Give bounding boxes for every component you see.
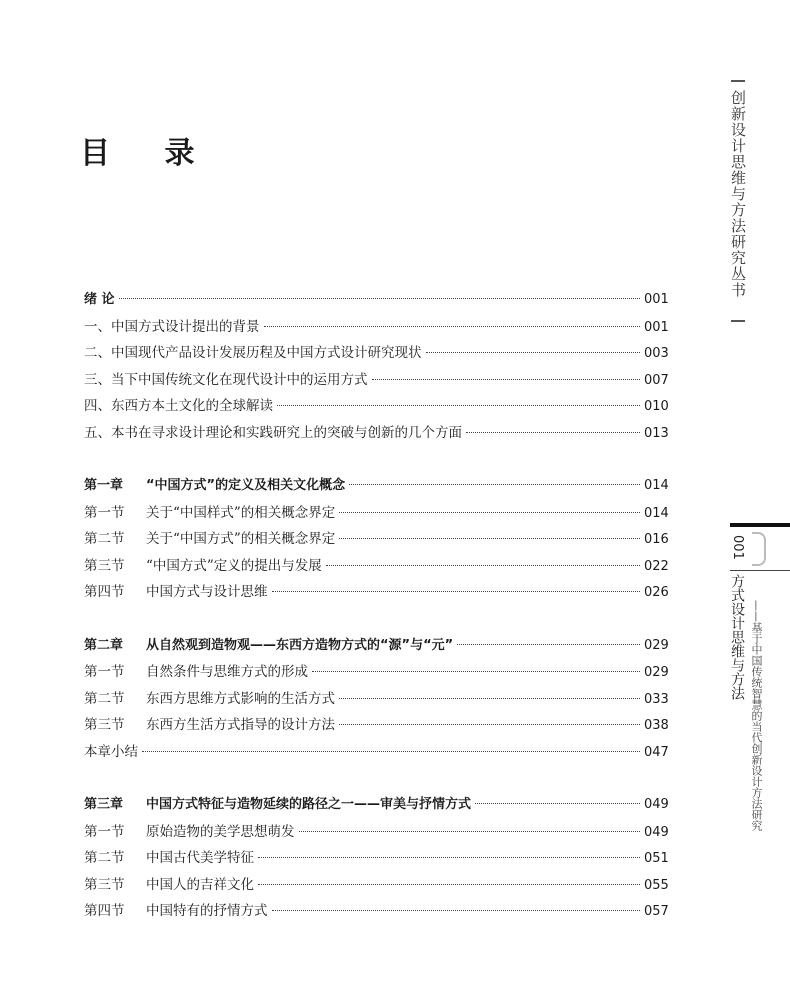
toc-entry[interactable] xyxy=(84,580,669,607)
dot-leader xyxy=(272,591,641,592)
dot-leader xyxy=(272,910,641,911)
toc-entry-title: 中国方式特征与造物延续的路径之一——审美与抒情方式 xyxy=(146,797,472,812)
toc-chapter-entry[interactable] xyxy=(84,793,669,820)
table-of-contents xyxy=(84,288,669,926)
toc-entry-title: 四、东西方本土文化的全球解读 xyxy=(84,398,273,414)
toc-entry[interactable] xyxy=(84,899,669,926)
toc-entry-title: 自然条件与思维方式的形成 xyxy=(146,664,308,680)
toc-page-number: 007 xyxy=(644,372,669,388)
dot-leader xyxy=(312,671,640,672)
toc-entry[interactable] xyxy=(84,687,669,714)
toc-page-number: 013 xyxy=(644,425,669,441)
dot-leader xyxy=(475,803,640,804)
toc-entry[interactable] xyxy=(84,820,669,847)
toc-entry-title: 中国方式与设计思维 xyxy=(146,584,268,600)
toc-entry-prefix: 第二节 xyxy=(84,690,125,707)
toc-entry-prefix: 第一节 xyxy=(84,823,125,840)
toc-page-number: 010 xyxy=(644,399,669,414)
toc-entry[interactable] xyxy=(84,501,669,528)
series-rule-bottom xyxy=(731,320,745,322)
dot-leader xyxy=(339,724,640,725)
toc-entry[interactable] xyxy=(84,660,669,687)
toc-entry-title: 三、当下中国传统文化在现代设计中的运用方式 xyxy=(84,371,368,388)
toc-entry-prefix: 第四节 xyxy=(84,584,125,600)
toc-page-number: 026 xyxy=(644,585,669,600)
page-title: 目 录 xyxy=(80,136,217,171)
toc-chapter-entry[interactable] xyxy=(84,474,669,501)
toc-page-number: 016 xyxy=(644,532,669,547)
toc-entry-title: 中国古代美学特征 xyxy=(146,850,254,866)
toc-entry-prefix: 第三章 xyxy=(84,797,124,812)
toc-page-number: 029 xyxy=(644,665,669,680)
toc-entry-title: 五、本书在寻求设计理论和实践研究上的突破与创新的几个方面 xyxy=(84,424,462,441)
toc-page-number: 001 xyxy=(644,319,669,335)
toc-chapter-entry[interactable] xyxy=(84,288,669,315)
side-book-title: 方式设计思维与方法 xyxy=(729,574,745,700)
toc-entry-title: 二、中国现代产品设计发展历程及中国方式设计研究现状 xyxy=(84,345,422,361)
toc-page-number: 049 xyxy=(644,824,669,840)
book-logo-icon xyxy=(752,532,766,566)
toc-entry[interactable] xyxy=(84,315,669,342)
toc-entry-title: 中国特有的抒情方式 xyxy=(146,903,268,919)
toc-entry[interactable] xyxy=(84,873,669,900)
toc-entry-prefix: 第三节 xyxy=(84,557,125,574)
toc-entry[interactable] xyxy=(84,713,669,740)
toc-page-number: 014 xyxy=(644,505,669,521)
toc-entry-title: 从自然观到造物观——东西方造物方式的“源”与“元” xyxy=(146,637,454,653)
toc-entry-prefix: 第二章 xyxy=(84,637,124,653)
toc-entry-prefix: 第四节 xyxy=(84,903,125,919)
series-title: 创新设计思维与方法研究丛书 xyxy=(729,90,747,298)
dot-leader xyxy=(277,405,640,406)
toc-entry-title: 本章小结 xyxy=(84,743,138,760)
toc-chapter-entry[interactable] xyxy=(84,634,669,661)
dot-leader xyxy=(142,751,640,752)
dot-leader xyxy=(339,698,640,699)
toc-entry-prefix: 第一章 xyxy=(84,478,124,493)
toc-entry-title: 东西方生活方式指导的设计方法 xyxy=(146,717,335,733)
dot-leader xyxy=(339,538,640,539)
toc-page-number: 057 xyxy=(644,904,669,919)
toc-entry-prefix: 第二节 xyxy=(84,531,125,547)
toc-entry-prefix: 第三节 xyxy=(84,876,125,893)
dot-leader xyxy=(339,512,640,513)
dot-leader xyxy=(119,298,640,299)
toc-page-number: 001 xyxy=(644,292,669,307)
toc-entry[interactable] xyxy=(84,368,669,395)
toc-entry[interactable] xyxy=(84,421,669,448)
toc-entry-title: 一、中国方式设计提出的背景 xyxy=(84,318,260,335)
toc-entry-prefix: 第三节 xyxy=(84,717,125,733)
toc-page-number: 051 xyxy=(644,851,669,866)
dot-leader xyxy=(457,644,640,645)
toc-entry-prefix: 绪 论 xyxy=(84,292,115,307)
dot-leader xyxy=(258,857,640,858)
toc-entry-title: 中国人的吉祥文化 xyxy=(146,876,254,893)
toc-entry-prefix: 第一节 xyxy=(84,664,125,680)
toc-page-number: 047 xyxy=(644,744,669,760)
dot-leader xyxy=(426,352,641,353)
toc-entry-prefix: 第一节 xyxy=(84,504,125,521)
toc-entry-title: “中国方式”的定义及相关文化概念 xyxy=(146,478,346,493)
toc-entry[interactable] xyxy=(84,846,669,873)
toc-entry[interactable] xyxy=(84,394,669,421)
toc-entry[interactable] xyxy=(84,554,669,581)
dot-leader xyxy=(264,326,641,327)
side-book-subtitle: ——基于中国传统智慧的当代创新设计方法研究 xyxy=(750,600,763,831)
toc-page-number: 038 xyxy=(644,718,669,733)
dot-leader xyxy=(372,379,641,380)
side-divider xyxy=(730,570,790,571)
toc-entry[interactable] xyxy=(84,527,669,554)
toc-page-number: 049 xyxy=(644,797,669,812)
toc-entry-prefix: 第二节 xyxy=(84,850,125,866)
toc-entry-title: 关于“中国样式”的相关概念界定 xyxy=(146,504,336,521)
toc-page-number: 029 xyxy=(644,637,669,653)
toc-entry-title: “中国方式”定义的提出与发展 xyxy=(146,557,322,574)
toc-entry[interactable] xyxy=(84,740,669,767)
toc-page-number: 055 xyxy=(644,877,669,893)
dot-leader xyxy=(349,484,640,485)
series-rule-top xyxy=(731,80,745,82)
side-page-number: 001 xyxy=(730,535,745,560)
side-header-bar xyxy=(730,523,790,527)
dot-leader xyxy=(299,831,641,832)
toc-entry[interactable] xyxy=(84,341,669,368)
dot-leader xyxy=(326,565,640,566)
dot-leader xyxy=(258,884,640,885)
toc-page-number: 033 xyxy=(644,691,669,707)
toc-entry-title: 原始造物的美学思想萌发 xyxy=(146,823,295,840)
toc-page-number: 014 xyxy=(644,478,669,493)
toc-entry-title: 关于“中国方式”的相关概念界定 xyxy=(146,531,336,547)
toc-page-number: 022 xyxy=(644,558,669,574)
toc-page-number: 003 xyxy=(644,346,669,361)
toc-entry-title: 东西方思维方式影响的生活方式 xyxy=(146,690,335,707)
dot-leader xyxy=(466,432,640,433)
